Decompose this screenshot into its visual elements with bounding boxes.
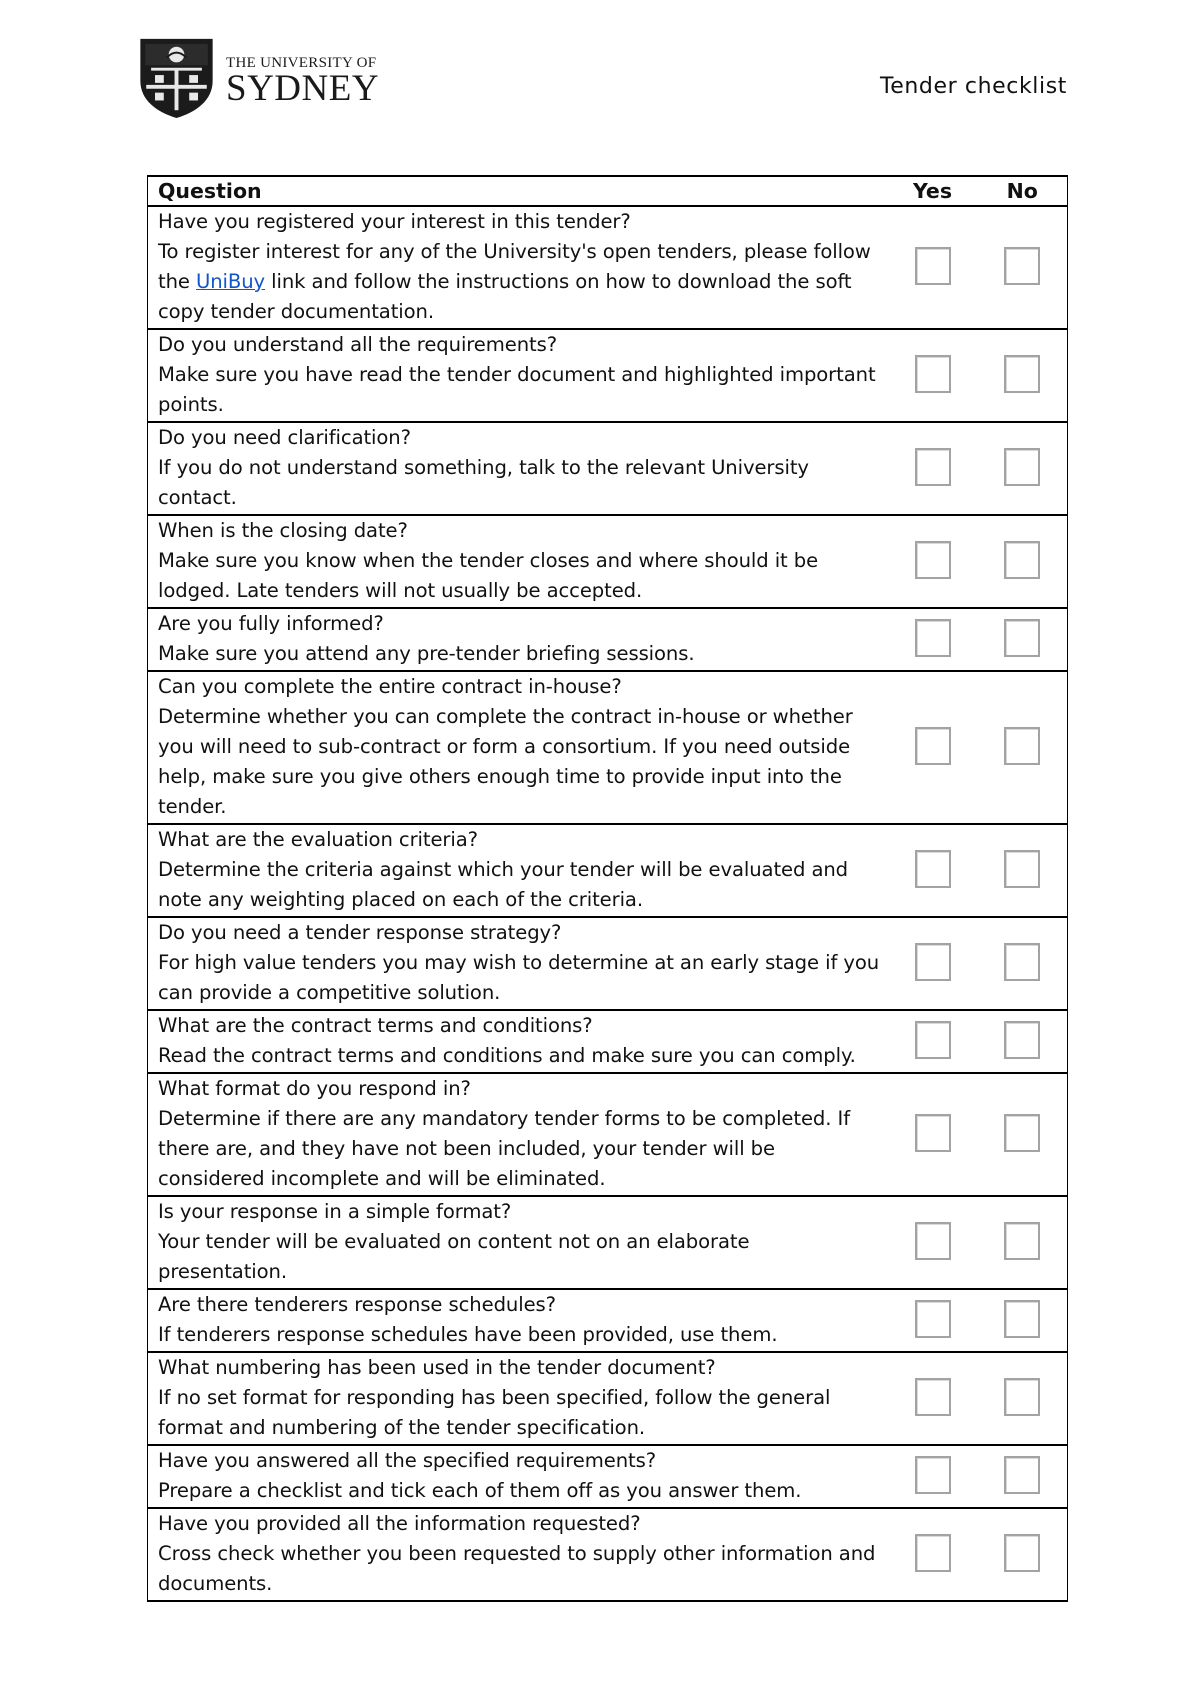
yes-checkbox[interactable]	[915, 1456, 951, 1494]
table-row	[148, 917, 1068, 1010]
table-row	[148, 206, 1068, 329]
no-checkbox[interactable]	[1004, 1534, 1040, 1572]
question-description: If you do not understand something, talk to the relevant University contact.	[158, 456, 809, 509]
no-cell	[978, 1508, 1068, 1601]
yes-checkbox[interactable]	[915, 1222, 951, 1260]
no-checkbox[interactable]	[1004, 247, 1040, 285]
table-row	[148, 329, 1068, 422]
no-checkbox[interactable]	[1004, 1456, 1040, 1494]
yes-cell	[888, 515, 978, 608]
question-cell	[148, 1508, 888, 1601]
table-header-row	[148, 176, 1068, 206]
question-text: Have you answered all the specified requirements?	[158, 1449, 657, 1472]
yes-cell	[888, 671, 978, 824]
no-cell	[978, 1289, 1068, 1352]
no-checkbox[interactable]	[1004, 943, 1040, 981]
table-row	[148, 422, 1068, 515]
question-description: Make sure you attend any pre-tender briefing sessions.	[158, 642, 695, 665]
no-checkbox[interactable]	[1004, 355, 1040, 393]
unibuy-link[interactable]: UniBuy	[195, 270, 266, 293]
yes-cell	[888, 824, 978, 917]
yes-cell	[888, 206, 978, 329]
question-description: Determine if there are any mandatory tender forms to be completed. If there are, and they have not been included, your tender will be considered incomplete and will be eliminated.	[158, 1107, 850, 1190]
question-description: If tenderers response schedules have been provided, use them.	[158, 1323, 778, 1346]
column-header-yes: Yes	[888, 176, 978, 206]
yes-cell	[888, 1073, 978, 1196]
question-text: Are you fully informed?	[158, 612, 384, 635]
no-cell	[978, 329, 1068, 422]
question-cell	[148, 1289, 888, 1352]
yes-cell	[888, 608, 978, 671]
question-description: Determine whether you can complete the contract in-house or whether you will need to sub-contract or form a consortium. If you need outside help, make sure you give others enough time to provide input into the tender.	[158, 705, 853, 818]
table-row	[148, 1196, 1068, 1289]
question-cell	[148, 1010, 888, 1073]
logo-big-text: SYDNEY	[226, 68, 380, 109]
no-checkbox[interactable]	[1004, 1378, 1040, 1416]
no-checkbox[interactable]	[1004, 541, 1040, 579]
table-row	[148, 1010, 1068, 1073]
question-text: What are the contract terms and conditions?	[158, 1014, 593, 1037]
yes-cell	[888, 1010, 978, 1073]
table-row	[148, 515, 1068, 608]
yes-cell	[888, 1196, 978, 1289]
question-description: Read the contract terms and conditions and make sure you can comply.	[158, 1044, 856, 1067]
no-cell	[978, 1445, 1068, 1508]
university-logo	[137, 36, 379, 120]
no-cell	[978, 206, 1068, 329]
table-row	[148, 671, 1068, 824]
yes-checkbox[interactable]	[915, 1378, 951, 1416]
no-cell	[978, 1196, 1068, 1289]
no-cell	[978, 671, 1068, 824]
yes-checkbox[interactable]	[915, 619, 951, 657]
question-cell	[148, 1445, 888, 1508]
table-row	[148, 1352, 1068, 1445]
question-description: Make sure you know when the tender closes and where should it be lodged. Late tenders will not usually be accepted.	[158, 549, 819, 602]
question-cell	[148, 1352, 888, 1445]
description-text: link and follow the instructions on how to download the soft copy tender documentation.	[158, 270, 852, 323]
yes-cell	[888, 422, 978, 515]
yes-checkbox[interactable]	[915, 448, 951, 486]
no-cell	[978, 1010, 1068, 1073]
logo-small-text: THE UNIVERSITY OF	[226, 55, 377, 71]
no-cell	[978, 422, 1068, 515]
yes-checkbox[interactable]	[915, 943, 951, 981]
yes-cell	[888, 329, 978, 422]
no-checkbox[interactable]	[1004, 1300, 1040, 1338]
question-description: Your tender will be evaluated on content not on an elaborate presentation.	[158, 1230, 750, 1283]
question-description: Determine the criteria against which your tender will be evaluated and note any weighting placed on each of the criteria.	[158, 858, 849, 911]
yes-cell	[888, 917, 978, 1010]
question-cell	[148, 206, 888, 329]
column-header-no: No	[978, 176, 1068, 206]
yes-checkbox[interactable]	[915, 850, 951, 888]
question-description: For high value tenders you may wish to determine at an early stage if you can provide a competitive solution.	[158, 951, 880, 1004]
no-checkbox[interactable]	[1004, 619, 1040, 657]
no-checkbox[interactable]	[1004, 1222, 1040, 1260]
question-description: If no set format for responding has been specified, follow the general format and numbering of the tender specification.	[158, 1386, 831, 1439]
university-crest-icon	[137, 36, 216, 120]
question-text: Are there tenderers response schedules?	[158, 1293, 556, 1316]
document-title: Tender checklist	[879, 74, 1067, 99]
no-cell	[978, 608, 1068, 671]
yes-cell	[888, 1508, 978, 1601]
column-header-question: Question	[148, 176, 888, 206]
question-text: What are the evaluation criteria?	[158, 828, 478, 851]
table-row	[148, 1445, 1068, 1508]
yes-cell	[888, 1445, 978, 1508]
question-cell	[148, 824, 888, 917]
yes-checkbox[interactable]	[915, 1300, 951, 1338]
no-checkbox[interactable]	[1004, 850, 1040, 888]
question-text: Have you registered your interest in this tender?	[158, 210, 631, 233]
no-cell	[978, 1352, 1068, 1445]
question-cell	[148, 1196, 888, 1289]
question-text: Do you need clarification?	[158, 426, 411, 449]
no-cell	[978, 1073, 1068, 1196]
question-description	[158, 237, 880, 327]
question-description: Cross check whether you been requested to supply other information and documents.	[158, 1542, 876, 1595]
question-text: What numbering has been used in the tender document?	[158, 1356, 716, 1379]
no-checkbox[interactable]	[1004, 727, 1040, 765]
yes-checkbox[interactable]	[915, 247, 951, 285]
tender-checklist-table	[147, 175, 1068, 1602]
question-text: When is the closing date?	[158, 519, 408, 542]
yes-checkbox[interactable]	[915, 355, 951, 393]
yes-checkbox[interactable]	[915, 1021, 951, 1059]
university-wordmark	[226, 49, 379, 107]
question-description: Make sure you have read the tender document and highlighted important points.	[158, 363, 876, 416]
question-cell	[148, 1073, 888, 1196]
question-text: What format do you respond in?	[158, 1077, 471, 1100]
no-checkbox[interactable]	[1004, 448, 1040, 486]
question-cell	[148, 329, 888, 422]
table-row	[148, 608, 1068, 671]
table-row	[148, 824, 1068, 917]
yes-checkbox[interactable]	[915, 1534, 951, 1572]
question-text: Can you complete the entire contract in-house?	[158, 675, 622, 698]
question-description: Prepare a checklist and tick each of them off as you answer them.	[158, 1479, 802, 1502]
no-cell	[978, 824, 1068, 917]
question-text: Do you understand all the requirements?	[158, 333, 558, 356]
yes-checkbox[interactable]	[915, 727, 951, 765]
question-text: Do you need a tender response strategy?	[158, 921, 562, 944]
question-cell	[148, 515, 888, 608]
question-cell	[148, 671, 888, 824]
no-checkbox[interactable]	[1004, 1114, 1040, 1152]
table-row	[148, 1508, 1068, 1601]
yes-cell	[888, 1289, 978, 1352]
question-text: Have you provided all the information requested?	[158, 1512, 641, 1535]
table-row	[148, 1289, 1068, 1352]
question-cell	[148, 917, 888, 1010]
yes-cell	[888, 1352, 978, 1445]
no-cell	[978, 515, 1068, 608]
question-text: Is your response in a simple format?	[158, 1200, 512, 1223]
table-row	[148, 1073, 1068, 1196]
yes-checkbox[interactable]	[915, 541, 951, 579]
no-checkbox[interactable]	[1004, 1021, 1040, 1059]
no-cell	[978, 917, 1068, 1010]
question-cell	[148, 608, 888, 671]
question-cell	[148, 422, 888, 515]
yes-checkbox[interactable]	[915, 1114, 951, 1152]
description-text: To register interest for any of the University's open tenders, please follow the	[158, 240, 871, 293]
